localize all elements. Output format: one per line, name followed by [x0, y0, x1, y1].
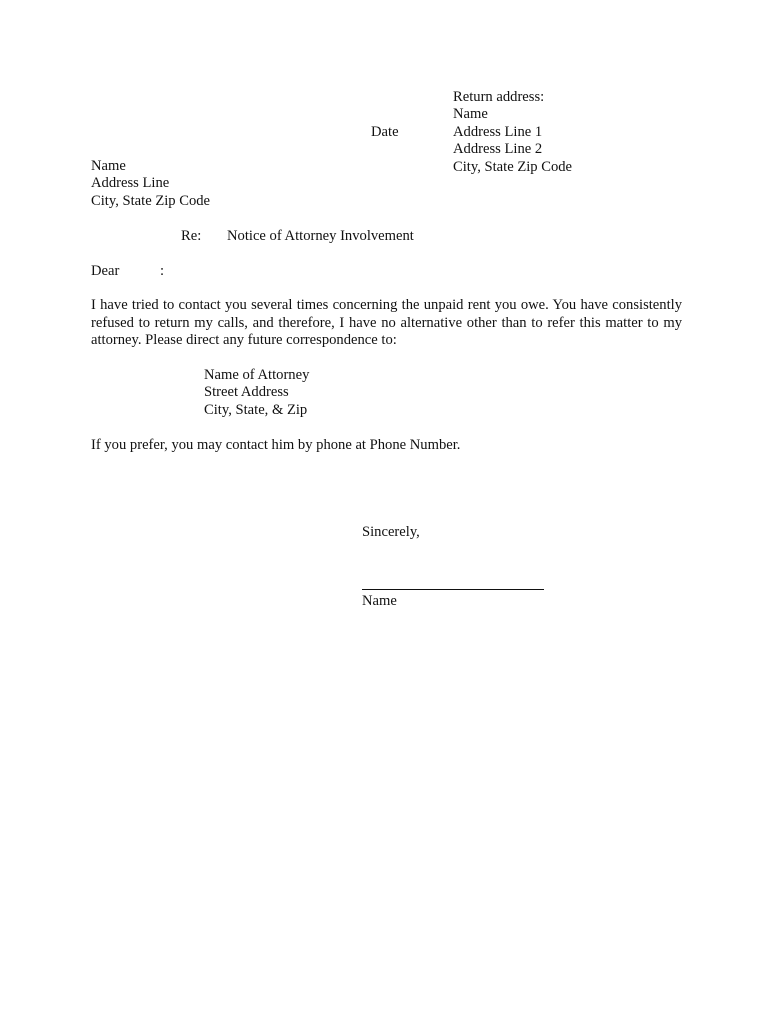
phone-paragraph: If you prefer, you may contact him by phone at Phone Number.: [91, 437, 461, 453]
signature-name: Name: [362, 593, 397, 609]
recipient-city-state-zip: City, State Zip Code: [91, 192, 211, 209]
subject-label: Re:: [181, 228, 202, 244]
return-address-name: Name: [453, 106, 488, 123]
attorney-street: Street Address: [204, 384, 289, 401]
salutation: Dear: [91, 263, 120, 279]
return-address-block: [453, 89, 572, 176]
attorney-address-block: [204, 367, 309, 419]
letter-date: Date: [371, 124, 399, 140]
attorney-city-state-zip: City, State, & Zip: [204, 401, 308, 418]
signature-line: [362, 589, 544, 590]
subject-text: Notice of Attorney Involvement: [227, 228, 414, 244]
return-address-line-1: Address Line 1: [453, 123, 543, 140]
body-paragraph: I have tried to contact you several times concerning the unpaid rent you owe. You have consistently refused to return my calls, and therefore, I have no alternative other than to refer this matter to my attorney. Please direct any future correspondence to:: [91, 297, 682, 349]
recipient-name: Name: [91, 158, 126, 174]
return-address-line-2: Address Line 2: [453, 141, 543, 158]
return-address-city-state-zip: City, State Zip Code: [453, 158, 573, 175]
attorney-name: Name of Attorney: [204, 367, 310, 383]
salutation-colon: :: [160, 263, 165, 279]
return-address-heading: Return address:: [453, 89, 545, 105]
recipient-address: Address Line: [91, 175, 170, 192]
recipient-address-block: [91, 158, 210, 210]
closing: Sincerely,: [362, 524, 420, 540]
